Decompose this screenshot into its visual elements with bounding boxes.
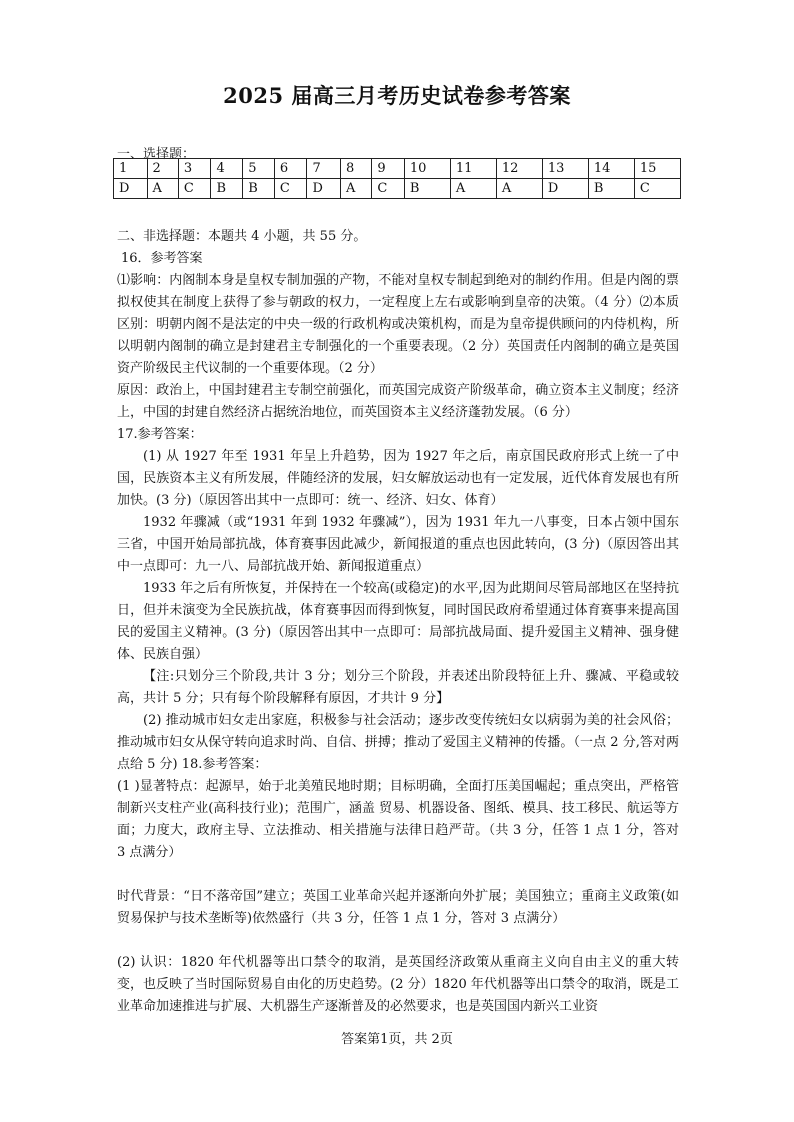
section-multiple-choice-label: 一、选择题： bbox=[117, 147, 196, 162]
answer-cell: D bbox=[114, 179, 148, 199]
answer-cell: B bbox=[211, 179, 243, 199]
answer-body bbox=[117, 226, 679, 1018]
question-number: 3 bbox=[178, 159, 211, 179]
section-nonchoice-heading: 二、非选择题：本题共 4 小题，共 55 分。 bbox=[117, 229, 367, 244]
q17-part2: (2) 推动城市妇女走出家庭，积极参与社会活动；逐步改变传统妇女以病弱为美的社会风俗；推动城市妇女从保守转向追求时尚、自信、拼搏；推动了爱国主义精神的传播。（一点 2 分,答对两点给 5 分) 18.参考答案： bbox=[117, 713, 679, 772]
q18-part1-features: (1 )显著特点：起源早，始于北美殖民地时期；目标明确，全面打压美国崛起；重点突出，严格管制新兴支柱产业(高科技行业)；范围广，涵盖 贸易、机器设备、图纸、模具、技工移民、航运等方面；力度大，政府主导、立法推动、相关措施与法律日趋严苛。（共 3 分，任答 1 点 1 分，答对 3 点满分） bbox=[117, 779, 679, 860]
q17-heading: 17.参考答案： bbox=[117, 427, 203, 442]
question-number: 14 bbox=[588, 159, 634, 179]
question-number: 12 bbox=[496, 159, 542, 179]
answer-cell: C bbox=[178, 179, 211, 199]
question-number: 5 bbox=[243, 159, 275, 179]
answer-cell: B bbox=[588, 179, 634, 199]
answer-cell: A bbox=[496, 179, 542, 199]
q17-part1-stage1: (1) 从 1927 年至 1931 年呈上升趋势，因为 1927 年之后，南京国民政府形式上统一了中国，民族资本主义有所发展，伴随经济的发展，妇女解放运动也有一定发展，近代体育发展也有所加快。(3 分)（原因答出其中一点即可：统一、经济、妇女、体育） bbox=[117, 449, 679, 508]
q17-part1-stage2: 1932 年骤减（或“1931 年到 1932 年骤减”），因为 1931 年九一八事变，日本占领中国东三省，中国开始局部抗战，体育赛事因此减少，新闻报道的重点也因此转向，(3 分)（原因答出其中一点即可：九一八、局部抗战开始、新闻报道重点） bbox=[117, 515, 679, 574]
question-number: 6 bbox=[274, 159, 307, 179]
answer-cell: C bbox=[274, 179, 307, 199]
answer-cell: B bbox=[404, 179, 450, 199]
answer-cell: C bbox=[634, 179, 680, 199]
answer-cell: B bbox=[243, 179, 275, 199]
answer-cell: D bbox=[307, 179, 341, 199]
question-number: 7 bbox=[307, 159, 341, 179]
question-number: 13 bbox=[542, 159, 588, 179]
question-number: 8 bbox=[340, 159, 371, 179]
answer-cell: A bbox=[450, 179, 496, 199]
answer-cell: A bbox=[340, 179, 371, 199]
answer-table bbox=[113, 158, 681, 199]
answer-cell: A bbox=[147, 179, 178, 199]
answer-cell: D bbox=[542, 179, 588, 199]
question-number: 10 bbox=[404, 159, 450, 179]
question-number: 15 bbox=[634, 159, 680, 179]
q16-part1: ⑴影响：内阁制本身是皇权专制加强的产物，不能对皇权专制起到绝对的制约作用。但是内阁的票拟权使其在制度上获得了参与朝政的权力，一定程度上左右或影响到皇帝的决策。（4 分）⑵本质区别：明朝内阁不是法定的中央一级的行政机构或决策机构，而是为皇帝提供顾问的内侍机构，所以明朝内阁制的确立是封建君主专制强化的一个重要表现。（2 分）英国责任内阁制的确立是英国资产阶级民主代议制的一个重要体现。（2 分） bbox=[117, 273, 679, 376]
answer-cell: C bbox=[372, 179, 405, 199]
q16-heading: 16．参考答案 bbox=[121, 251, 203, 266]
answer-row bbox=[114, 179, 681, 199]
question-number: 2 bbox=[147, 159, 178, 179]
q18-part1-background: 时代背景：“日不落帝国”建立；英国工业革命兴起并逐渐向外扩展；美国独立；重商主义政策(如贸易保护与技术垄断等)依然盛行（共 3 分，任答 1 点 1 分，答对 3 点满分） bbox=[117, 889, 679, 926]
q17-scoring-note: 【注:只划分三个阶段,共计 3 分；划分三个阶段，并表述出阶段特征上升、骤减、平稳或较高，共计 5 分；只有每个阶段解释有原因，才共计 9 分】 bbox=[117, 669, 679, 706]
question-number: 9 bbox=[372, 159, 405, 179]
question-number-row bbox=[114, 159, 681, 179]
page-footer: 答案第1页，共 2页 bbox=[341, 1032, 453, 1047]
q18-part2: (2) 认识：1820 年代机器等出口禁令的取消，是英国经济政策从重商主义向自由主义的重大转变，也反映了当时国际贸易自由化的历史趋势。(2 分）1820 年代机器等出口禁令的取消，既是工业革命加速推进与扩展、大机器生产逐渐普及的必然要求，也是英国国内新兴工业资 bbox=[117, 955, 679, 1014]
q17-part1-stage3: 1933 年之后有所恢复，并保持在一个较高(或稳定)的水平,因为此期间尽管局部地区在坚持抗日，但并未演变为全民族抗战，体育赛事因而得到恢复，同时国民政府希望通过体育赛事来提高国民的爱国主义精神。(3 分)（原因答出其中一点即可：局部抗战局面、提升爱国主义精神、强身健体、民族自强） bbox=[117, 581, 679, 662]
q16-reason: 原因：政治上，中国封建君主专制空前强化，而英国完成资产阶级革命，确立资本主义制度；经济上，中国的封建自然经济占据统治地位，而英国资本主义经济蓬勃发展。（6 分） bbox=[117, 383, 679, 420]
page-title: 2025 届高三月考历史试卷参考答案 bbox=[223, 83, 571, 108]
question-number: 4 bbox=[211, 159, 243, 179]
question-number: 1 bbox=[114, 159, 148, 179]
question-number: 11 bbox=[450, 159, 496, 179]
